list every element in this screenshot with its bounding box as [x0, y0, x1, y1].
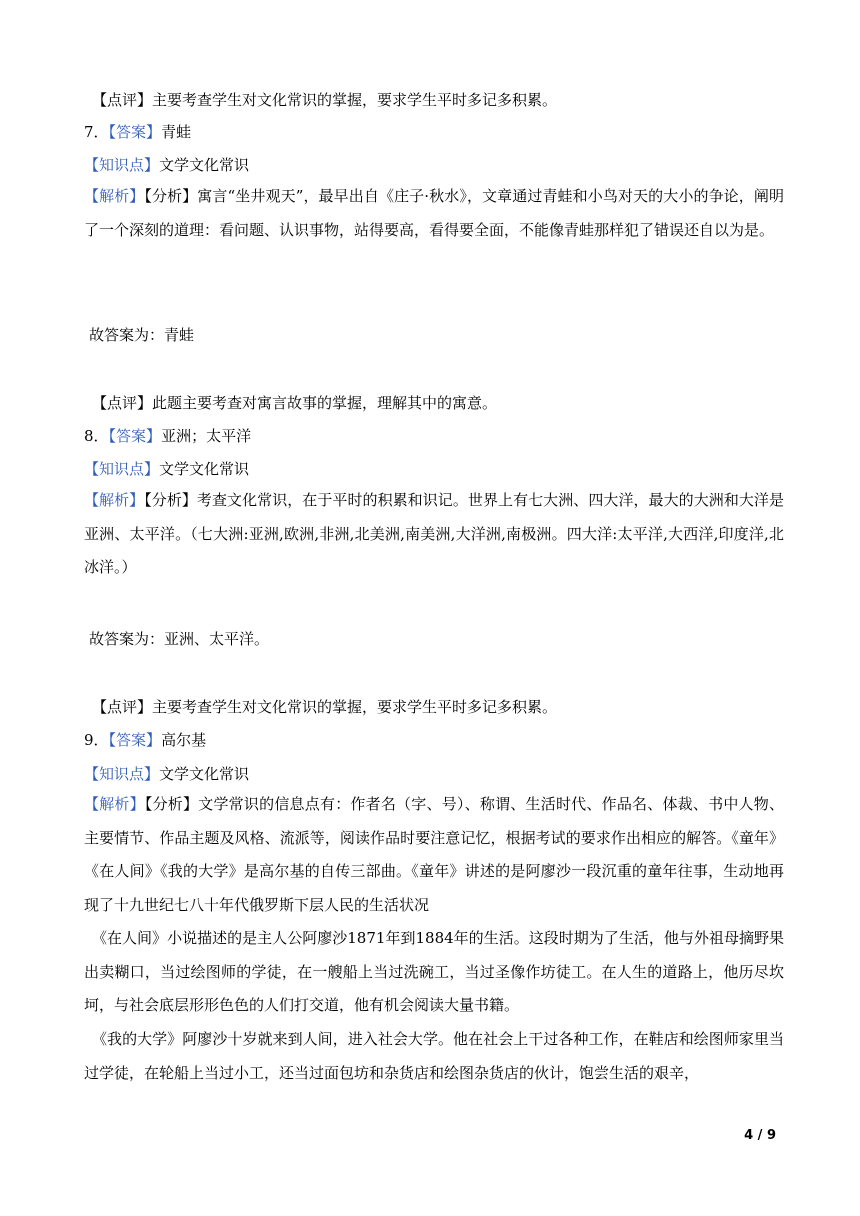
- q8-conclusion: 故答案为：亚洲、太平洋。: [89, 630, 270, 648]
- q8-knowledge: 文学文化常识: [159, 460, 250, 478]
- q7-analysis-tag: 【解析】: [84, 187, 145, 205]
- q7-answer: 青蛙: [161, 123, 192, 141]
- q8-knowledge-tag: 【知识点】: [84, 460, 160, 478]
- q6-comment: 【点评】主要考查学生对文化常识的掌握，要求学生平时多记多积累。: [92, 91, 558, 109]
- q8-answer: 亚洲；太平洋: [161, 427, 252, 445]
- q9-analysis-tag: 【解析】: [84, 795, 145, 813]
- page-number: 4 / 9: [744, 1128, 776, 1143]
- q7-conclusion: 故答案为：青蛙: [89, 326, 195, 344]
- q9-analysis: [84, 788, 784, 922]
- q8-number: 8．: [84, 427, 109, 445]
- q8-answer-line: [84, 426, 251, 446]
- q7-knowledge-line: [84, 155, 249, 175]
- q8-knowledge-line: [84, 459, 249, 479]
- q9-number: 9．: [84, 731, 109, 749]
- q7-number: 7．: [84, 123, 109, 141]
- q8-analysis: [84, 484, 784, 585]
- q9-paragraph-2: 《在人间》小说描述的是主人公阿廖沙1871年到1884年的生活。这段时期为了生活，他与外祖母摘野果出卖糊口，当过绘图师的学徒，在一艘船上当过洗碗工，当过圣像作坊徒工。在人生的道路上，他历尽坎坷，与社会底层形形色色的人们打交道，他有机会阅读大量书籍。: [84, 929, 784, 1014]
- q7-answer-tag: 【答案】: [108, 123, 162, 141]
- q8-answer-tag: 【答案】: [108, 427, 162, 445]
- q8-comment: 【点评】主要考查学生对文化常识的掌握，要求学生平时多记多积累。: [92, 698, 558, 716]
- q9-knowledge-line: [84, 764, 249, 784]
- q9-answer-tag: 【答案】: [108, 731, 162, 749]
- q7-knowledge-tag: 【知识点】: [84, 156, 160, 174]
- q9-analysis-text: 【分析】文学常识的信息点有：作者名（字、号）、称谓、生活时代、作品名、体裁、书中人物、主要情节、作品主题及风格、流派等，阅读作品时要注意记忆，根据考试的要求作出相应的解答。《童年》《在人间》《我的大学》是高尔基的自传三部曲。《童年》讲述的是阿廖沙一段沉重的童年往事，生动地再现了十九世纪七八十年代俄罗斯下层人民的生活状况: [84, 795, 784, 914]
- q7-analysis: [84, 180, 784, 247]
- q7-answer-line: [84, 122, 191, 142]
- q7-knowledge: 文学文化常识: [159, 156, 250, 174]
- q9-knowledge: 文学文化常识: [159, 765, 250, 783]
- q9-paragraph-3: 《我的大学》阿廖沙十岁就来到人间，进入社会大学。他在社会上干过各种工作，在鞋店和绘图师家里当过学徒，在轮船上当过小工，还当过面包坊和杂货店和绘图杂货店的伙计，饱尝生活的艰辛，: [84, 1030, 784, 1082]
- q9-answer: 高尔基: [161, 731, 207, 749]
- q7-analysis-text: 【分析】寓言“坐井观天”，最早出自《庄子·秋水》，文章通过青蛙和小鸟对天的大小的争论，阐明了一个深刻的道理：看问题、认识事物，站得要高，看得要全面，不能像青蛙那样犯了错误还自以为是。: [84, 187, 784, 239]
- q9-answer-line: [84, 730, 206, 750]
- q8-analysis-text: 【分析】考查文化常识，在于平时的积累和识记。世界上有七大洲、四大洋，最大的大洲和大洋是亚洲、太平洋。（七大洲:亚洲,欧洲,非洲,北美洲,南美洲,大洋洲,南极洲。四大洋:太平洋,大西洋,印度洋,北冰洋。）: [84, 491, 784, 576]
- q7-comment: 【点评】此题主要考查对寓言故事的掌握，理解其中的寓意。: [92, 394, 498, 412]
- q9-knowledge-tag: 【知识点】: [84, 765, 160, 783]
- q8-analysis-tag: 【解析】: [84, 491, 145, 509]
